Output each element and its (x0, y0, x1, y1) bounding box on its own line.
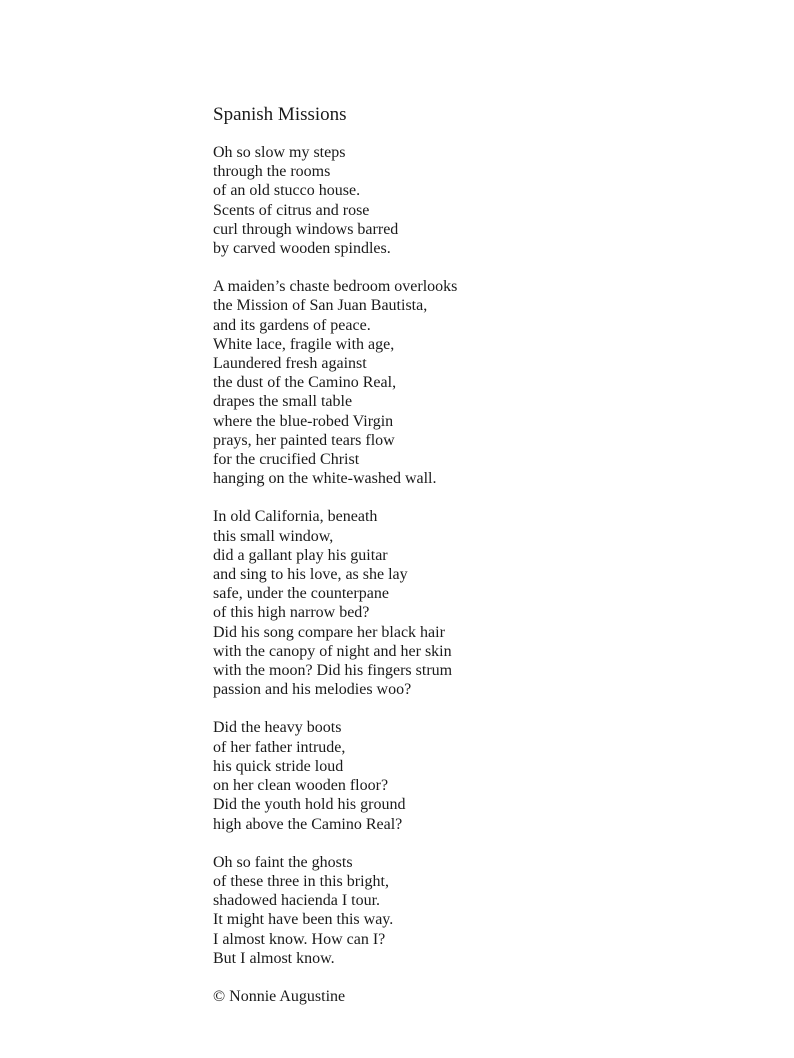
poem-line: of this high narrow bed? (213, 604, 370, 622)
poem-line: and sing to his love, as she lay (213, 566, 408, 584)
poem-line: Oh so slow my steps (213, 144, 346, 161)
poem-line: the Mission of San Juan Bautista, (213, 297, 428, 315)
poem-line: did a gallant play his guitar (213, 546, 388, 564)
poem-line: the dust of the Camino Real, (213, 374, 397, 392)
poem-line: It might have been this way. (213, 911, 394, 929)
poem-line: on her clean wooden floor? (213, 777, 389, 795)
poem-line: for the crucified Christ (213, 451, 360, 469)
stanza-5 (213, 853, 733, 968)
poem-line: Did the youth hold his ground (213, 796, 406, 814)
poem-title: Spanish Missions (213, 104, 347, 125)
poem-line: A maiden’s chaste bedroom overlooks (213, 278, 458, 296)
poem-line: by carved wooden spindles. (213, 240, 391, 258)
poem-line: this small window, (213, 527, 334, 545)
poem-line: drapes the small table (213, 393, 353, 411)
poem-line: White lace, fragile with age, (213, 335, 395, 353)
poem-line: prays, her painted tears flow (213, 431, 395, 449)
poem-line: Scents of citrus and rose (213, 201, 370, 219)
poem-line: hanging on the white-washed wall. (213, 470, 437, 488)
poem-line: of her father intrude, (213, 738, 346, 756)
stanza-4 (213, 718, 733, 833)
poem-line: shadowed hacienda I tour. (213, 892, 381, 910)
poem-line: where the blue-robed Virgin (213, 412, 394, 430)
stanza-3 (213, 507, 733, 699)
poem-line: of these three in this bright, (213, 872, 389, 890)
stanza-1 (213, 143, 733, 258)
poem-line: high above the Camino Real? (213, 815, 403, 833)
poem-line: I almost know. How can I? (213, 930, 386, 948)
poem-line: of an old stucco house. (213, 182, 361, 200)
poem-line: with the canopy of night and her skin (213, 642, 452, 660)
poem-line: Did the heavy boots (213, 719, 342, 737)
poem-line: Did his song compare her black hair (213, 623, 445, 641)
poem-line: safe, under the counterpane (213, 585, 389, 603)
poem-line: curl through windows barred (213, 220, 399, 238)
poem-line: Oh so faint the ghosts (213, 853, 353, 871)
poem-line: passion and his melodies woo? (213, 681, 412, 699)
poem-line: In old California, beneath (213, 508, 378, 526)
poem-line: and its gardens of peace. (213, 316, 371, 334)
poem-line: with the moon? Did his fingers strum (213, 662, 453, 680)
poem-page (213, 103, 733, 1006)
poem-line: his quick stride loud (213, 757, 344, 775)
poem-line: But I almost know. (213, 949, 335, 967)
copyright-notice: © Nonnie Augustine (213, 987, 346, 1005)
stanza-2 (213, 277, 733, 488)
poem-line: through the rooms (213, 163, 331, 181)
poem-line: Laundered fresh against (213, 355, 367, 373)
